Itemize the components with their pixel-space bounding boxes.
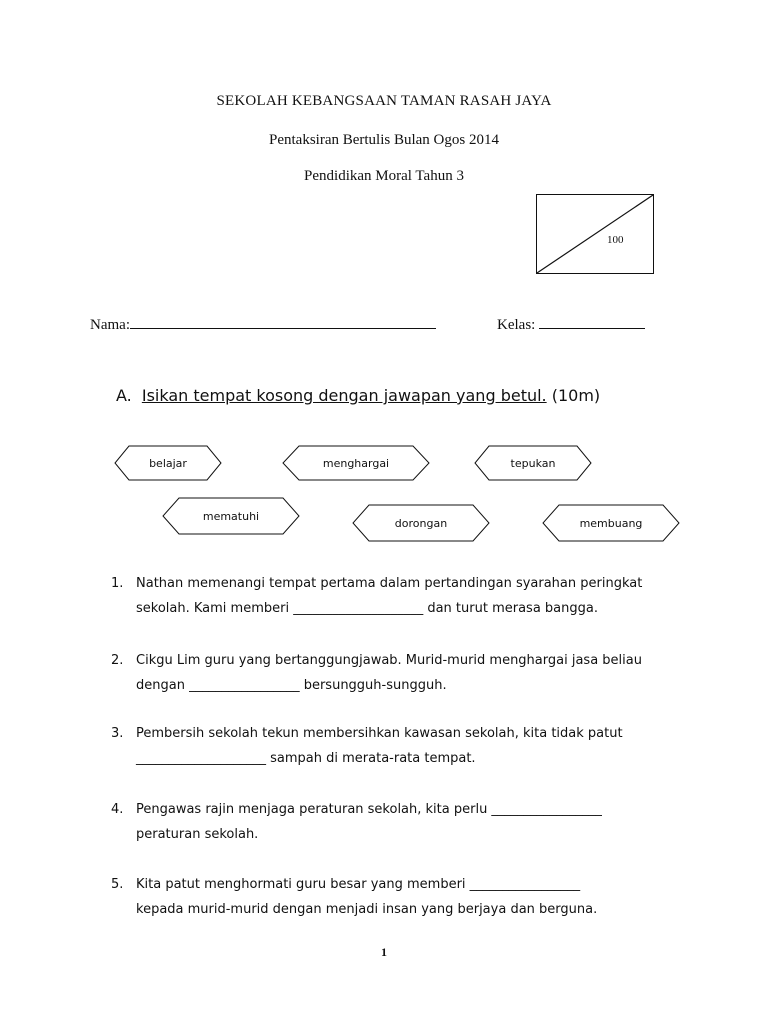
question-text: sekolah. Kami memberi ____________________ dan turut merasa bangga. xyxy=(136,601,598,616)
question-text: kepada murid-murid dengan menjadi insan yang berjaya dan berguna. xyxy=(136,902,598,917)
section-letter: A. xyxy=(116,386,132,405)
word-bank-item: dorongan xyxy=(352,504,490,542)
subject-title: Pendidikan Moral Tahun 3 xyxy=(304,168,464,184)
name-line[interactable] xyxy=(130,314,436,329)
word-bank-item: belajar xyxy=(114,445,222,481)
question-text: ____________________ sampah di merata-rata tempat. xyxy=(136,751,476,766)
score-box xyxy=(536,194,654,274)
question-number: 5. xyxy=(111,877,124,892)
school-name: SEKOLAH KEBANGSAAN TAMAN RASAH JAYA xyxy=(216,93,552,109)
class-label: Kelas: xyxy=(497,317,536,333)
word-bank-item: membuang xyxy=(542,504,680,542)
score-diagonal xyxy=(537,195,653,273)
class-field[interactable] xyxy=(497,314,645,334)
question-item xyxy=(111,797,691,847)
word-bank-item: tepukan xyxy=(474,445,592,481)
exam-title: Pentaksiran Bertulis Bulan Ogos 2014 xyxy=(269,132,499,148)
question-text: Pembersih sekolah tekun membersihkan kawasan sekolah, kita tidak patut xyxy=(136,726,623,741)
question-number: 4. xyxy=(111,802,124,817)
score-total: 100 xyxy=(607,234,624,246)
page-number: 1 xyxy=(381,945,387,959)
question-text: dengan _________________ bersungguh-sungguh. xyxy=(136,678,447,693)
question-item xyxy=(111,872,691,922)
question-number: 2. xyxy=(111,653,124,668)
question-number: 1. xyxy=(111,576,124,591)
question-text: Cikgu Lim guru yang bertanggungjawab. Murid-murid menghargai jasa beliau xyxy=(136,653,642,668)
section-a-heading xyxy=(116,386,600,405)
question-item xyxy=(111,648,691,698)
class-line[interactable] xyxy=(539,314,645,329)
word-bank-item: menghargai xyxy=(282,445,430,481)
question-number: 3. xyxy=(111,726,124,741)
word-bank-item: mematuhi xyxy=(162,497,300,535)
question-text: peraturan sekolah. xyxy=(136,827,259,842)
question-text: Kita patut menghormati guru besar yang memberi _________________ xyxy=(136,877,581,892)
question-item xyxy=(111,721,691,771)
section-instruction: Isikan tempat kosong dengan jawapan yang betul. xyxy=(141,386,547,405)
question-text: Pengawas rajin menjaga peraturan sekolah, kita perlu _________________ xyxy=(136,802,602,817)
question-text: Nathan memenangi tempat pertama dalam pertandingan syarahan peringkat xyxy=(136,576,643,591)
question-item xyxy=(111,571,691,621)
section-marks: (10m) xyxy=(551,386,601,405)
name-label: Nama: xyxy=(90,317,130,333)
name-field[interactable] xyxy=(90,314,436,334)
